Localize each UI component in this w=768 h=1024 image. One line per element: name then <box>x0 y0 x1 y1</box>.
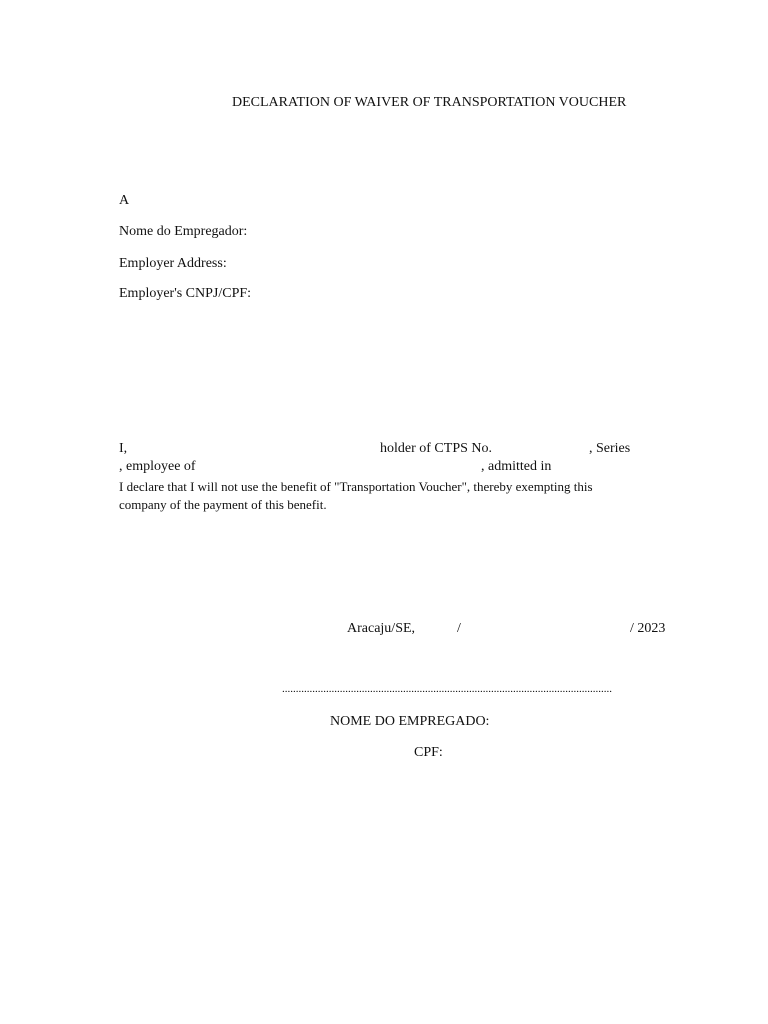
place-city: Aracaju/SE, <box>347 621 416 636</box>
date-separator: / <box>457 621 461 636</box>
employee-cpf-label: CPF: <box>414 745 443 760</box>
ctps-label: holder of CTPS No. <box>380 441 492 456</box>
date-year: / 2023 <box>630 621 666 636</box>
employee-of-label: , employee of <box>119 459 196 474</box>
employer-name-label: Nome do Empregador: <box>119 224 248 239</box>
declarant-i-label: I, <box>119 441 128 456</box>
series-label: , Series <box>589 441 631 456</box>
document-title: DECLARATION OF WAIVER OF TRANSPORTATION VOUCHER <box>232 95 627 110</box>
admitted-label: , admitted in <box>481 459 552 474</box>
employer-address-label: Employer Address: <box>119 256 227 271</box>
addressee-to: A <box>119 193 130 208</box>
employer-id-label: Employer's CNPJ/CPF: <box>119 286 252 301</box>
declaration-body-line-2: company of the payment of this benefit. <box>119 497 327 512</box>
declaration-body-line-1: I declare that I will not use the benefit of "Transportation Voucher", thereby exempting this <box>119 479 593 494</box>
employee-name-label: NOME DO EMPREGADO: <box>330 714 490 729</box>
signature-line: ........................................................................................................................ <box>282 683 612 695</box>
